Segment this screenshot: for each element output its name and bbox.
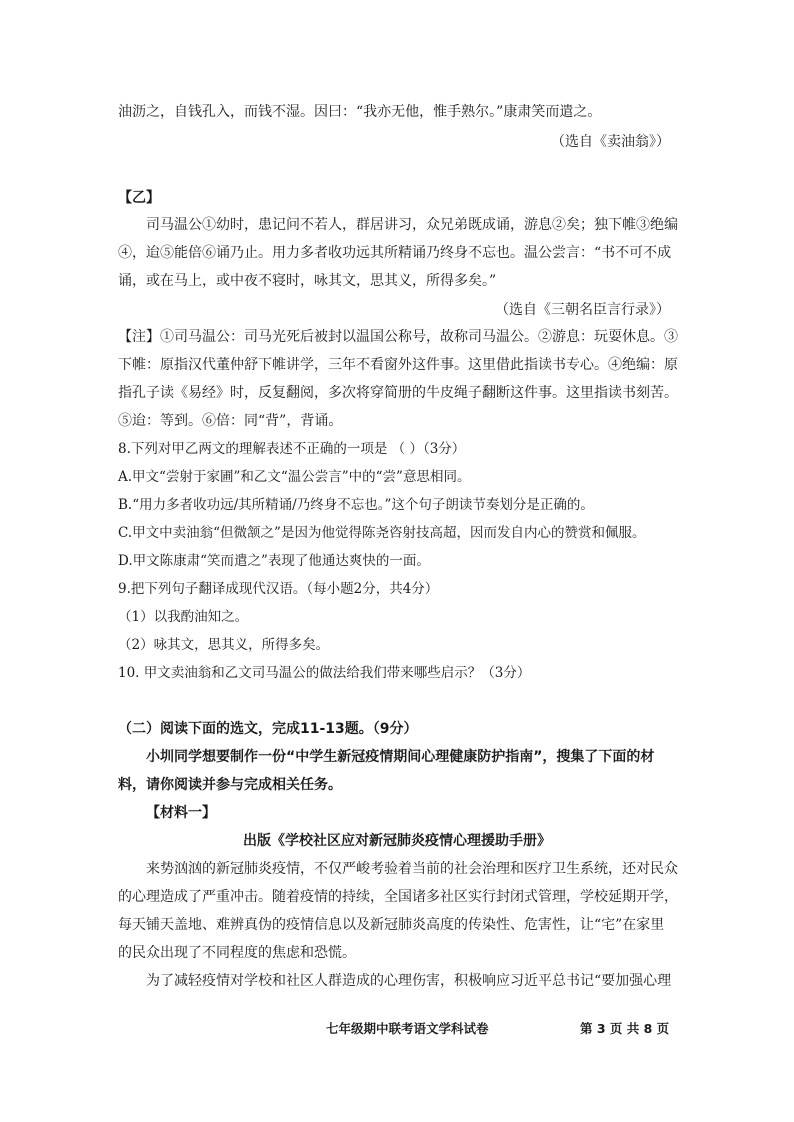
section-2-intro-line: 料，请你阅读并参与完成相关任务。 (118, 777, 342, 793)
question-8-option-b: B.“用力多者收功远/其所精诵/乃终身不忘也。”这个句子朗读节奏划分是正确的。 (118, 497, 594, 513)
note-line: 【注】①司马温公：司马光死后被封以温国公称号，故称司马温公。②游息：玩耍休息。③ (118, 329, 678, 345)
question-8-option-a: A.甲文“尝射于家圃”和乙文“温公尝言”中的“尝”意思相同。 (118, 469, 471, 485)
section-2-heading: （二）阅读下面的选文，完成11-13题。（9分） (118, 721, 418, 737)
yi-text-line: 诵，或在马上，或中夜不寝时，咏其文，思其义，所得多矣。” (118, 273, 497, 289)
question-9: 9.把下列句子翻译成现代汉语。（每小题2分，共4分） (118, 581, 439, 597)
material-1-line: 为了减轻疫情对学校和社区人群造成的心理伤害，积极响应习近平总书记“要加强心理 (146, 973, 672, 989)
note-line: 指孔子读《易经》时，反复翻阅，多次将穿简册的牛皮绳子翻断这件事。这里指读书刻苦。 (118, 385, 678, 401)
footer-exam-title: 七年级期中联考语文学科试卷 (326, 1021, 489, 1036)
note-line: ⑤迨：等到。⑥倍：同“背”，背诵。 (118, 413, 343, 429)
note-line: 下帷：原指汉代董仲舒下帷讲学，三年不看窗外这件事。这里借此指读书专心。④绝编：原 (118, 357, 678, 373)
material-1-label: 【材料一】 (146, 805, 216, 821)
question-8-option-c: C.甲文中卖油翁“但微颔之”是因为他觉得陈尧咨射技高超，因而发自内心的赞赏和佩服。 (118, 525, 646, 541)
question-8-option-d: D.甲文陈康肃“笑而遣之”表现了他通达爽快的一面。 (118, 553, 430, 569)
question-9-item-1: （1）以我酌油知之。 (118, 609, 249, 625)
footer-page-info: 第 3 页 共 8 页 (580, 1021, 670, 1036)
yi-text-line: 司马温公①幼时，患记问不若人，群居讲习，众兄弟既成诵，游息②矣；独下帷③绝编 (146, 217, 678, 233)
question-10: 10. 甲文卖油翁和乙文司马温公的做法给我们带来哪些启示？（3分） (118, 665, 531, 681)
jia-text-line: 油沥之，自钱孔入，而钱不湿。因曰：“我亦无他，惟手熟尔。”康肃笑而遣之。 (118, 104, 602, 120)
question-9-item-2: （2）咏其文，思其义，所得多矣。 (118, 637, 330, 653)
jia-source: （选自《卖油翁》） (551, 134, 670, 150)
material-1-line: 每天铺天盖地、难辨真伪的疫情信息以及新冠肺炎高度的传染性、危害性，让“宅”在家里 (118, 917, 665, 933)
yi-heading: 【乙】 (118, 190, 160, 206)
section-2-intro-line: 小圳同学想要制作一份“中学生新冠疫情期间心理健康防护指南”，搜集了下面的材 (146, 749, 655, 765)
material-1-line: 的心理造成了严重冲击。随着疫情的持续，全国诸多社区实行封闭式管理，学校延期开学， (118, 889, 678, 905)
material-1-title: 出版《学校社区应对新冠肺炎疫情心理援助手册》 (243, 833, 551, 849)
yi-source: （选自《三朝名臣言行录》） (495, 302, 670, 318)
material-1-line: 来势汹汹的新冠肺炎疫情，不仅严峻考验着当前的社会治理和医疗卫生系统，还对民众 (146, 861, 678, 877)
material-1-line: 的民众出现了不同程度的焦虑和恐慌。 (118, 945, 356, 961)
yi-text-line: ④，迨⑤能倍⑥诵乃止。用力多者收功远其所精诵乃终身不忘也。温公尝言：“书不可不成 (118, 245, 672, 261)
question-8: 8.下列对甲乙两文的理解表述不正确的一项是 （ ）（3分） (118, 441, 466, 457)
